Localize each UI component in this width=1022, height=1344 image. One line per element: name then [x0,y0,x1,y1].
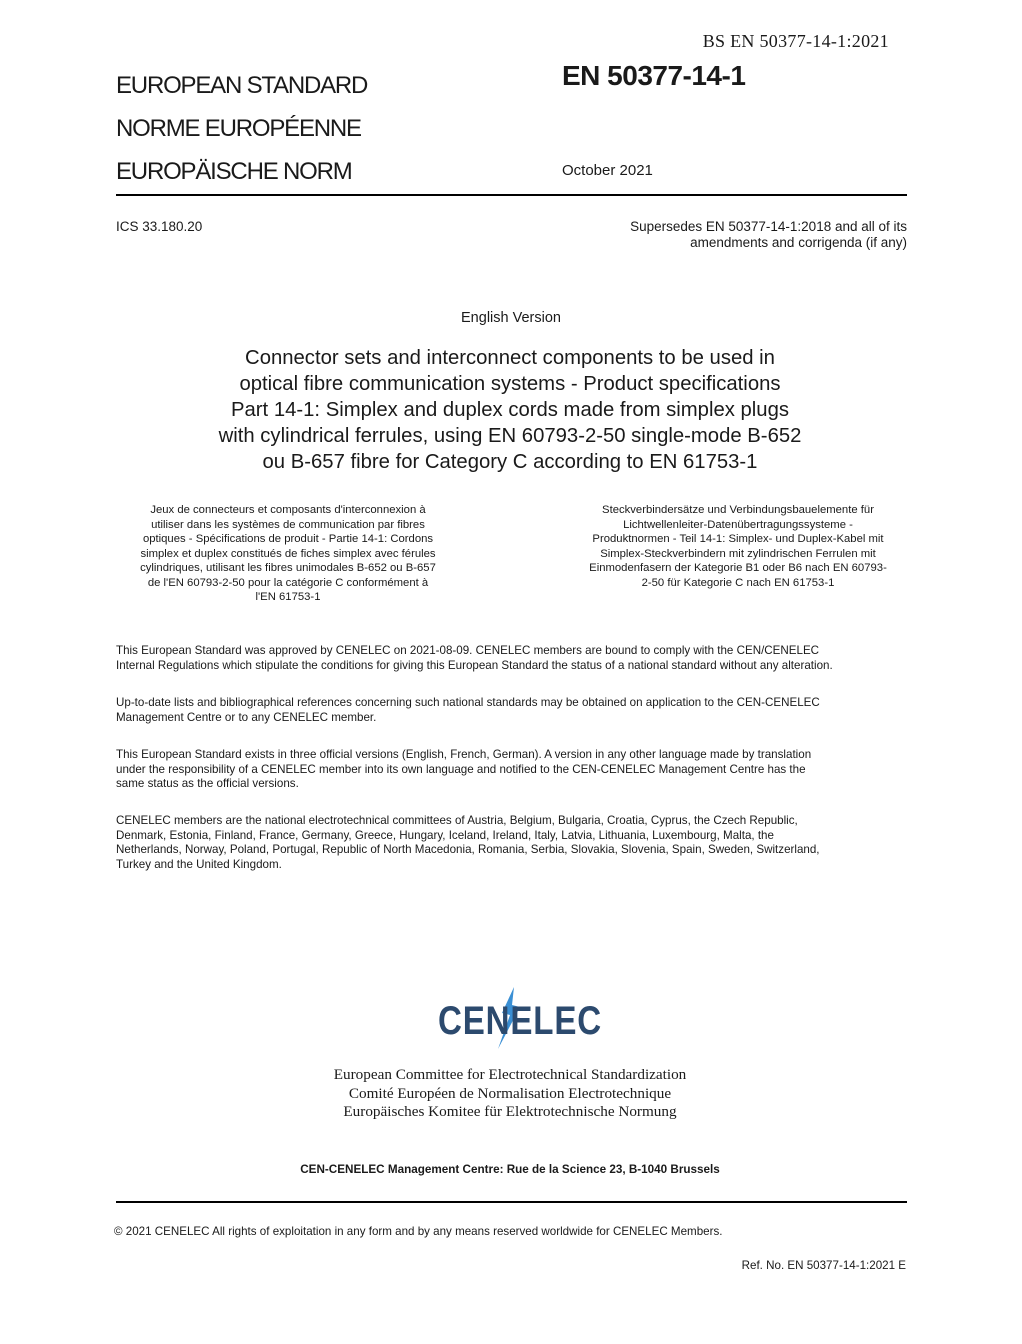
bs-reference: BS EN 50377-14-1:2021 [702,31,889,51]
supersedes-line: Supersedes EN 50377-14-1:2018 and all of its [630,219,907,234]
standard-number: EN 50377-14-1 [562,60,746,91]
title-line: de l'EN 60793-2-50 pour la catégorie C conformément à [147,576,429,589]
paragraph-line: Denmark, Estonia, Finland, France, Germany, Greece, Hungary, Iceland, Ireland, Italy, Latvia, Lithuania, Luxembourg, Malta, the [116,828,774,842]
members-paragraph [116,814,916,872]
title-line: 2-50 für Kategorie C nach EN 61753-1 [641,576,835,589]
cenelec-logo [436,983,606,1053]
title-line: utiliser dans les systèmes de communication par fibres [151,518,425,531]
title-line: Lichtwellenleiter-Datenübertragungssysteme - [623,518,853,531]
organization-names [0,1066,1020,1122]
paragraph-line: same status as the official versions. [116,777,299,791]
title-line: Part 14-1: Simplex and duplex cords made from simplex plugs [231,399,789,421]
title-line: Steckverbindersätze und Verbindungsbauelemente für [602,504,874,516]
title-line: cylindriques, utilisant les fibres unimodales B-652 ou B-657 [140,562,436,574]
logo-wordmark: CENELEC [438,999,602,1043]
paragraph-line: Up-to-date lists and bibliographical references concerning such national standards may be obtained on application to the CEN-CENELEC [116,696,820,709]
org-name-en: European Committee for Electrotechnical Standardization [333,1066,687,1083]
paragraph-line: Internal Regulations which stipulate the conditions for giving this European Standard the status of a national standard without any alteration. [116,658,833,672]
title-english [150,345,870,475]
title-line: l'EN 61753-1 [255,591,321,603]
title-line: simplex et duplex constitués de fiches simplex avec férules [140,547,436,560]
versions-paragraph [116,748,916,792]
org-name-de: Europäisches Komitee für Elektrotechnische Normung [343,1103,677,1120]
version-label: English Version [461,310,561,326]
management-centre-address: CEN-CENELEC Management Centre: Rue de la Science 23, B-1040 Brussels [300,1163,720,1176]
title-german [563,503,913,590]
copyright-notice: © 2021 CENELEC All rights of exploitation in any form and by any means reserved worldwide for CENELEC Members. [114,1225,723,1238]
supersedes-line: amendments and corrigenda (if any) [690,235,907,250]
title-line: optiques - Spécifications de produit - Partie 14-1: Cordons [142,533,434,545]
publication-date: October 2021 [562,162,653,179]
title-line: Produktnormen - Teil 14-1: Simplex- und Duplex-Kabel mit [592,533,884,545]
reference-number: Ref. No. EN 50377-14-1:2021 E [741,1259,906,1272]
org-name-fr: Comité Européen de Normalisation Electrotechnique [348,1084,672,1102]
ics-code: ICS 33.180.20 [116,219,203,234]
supersedes-note [547,219,907,251]
references-paragraph [116,696,916,725]
paragraph-line: under the responsibility of a CENELEC member into its own language and notified to the CEN-CENELEC Management Centre has the [116,762,806,776]
title-line: Connector sets and interconnect components to be used in [245,347,775,369]
paragraph-line: This European Standard exists in three official versions (English, French, German). A version in any other language made by translation [116,748,812,761]
paragraph-line: CENELEC members are the national electrotechnical committees of Austria, Belgium, Bulgaria, Croatia, Cyprus, the Czech Republic, [116,814,798,827]
approval-paragraph [116,644,916,673]
header-divider [116,194,907,196]
paragraph-line: This European Standard was approved by CENELEC on 2021-08-09. CENELEC members are bound to comply with the CEN/CENELEC [116,644,820,657]
title-french [113,503,463,605]
footer-divider [116,1201,907,1203]
paragraph-line: Turkey and the United Kingdom. [116,857,282,871]
title-line: ou B-657 fibre for Category C according to EN 61753-1 [262,451,758,473]
standard-names [116,64,367,193]
title-line: optical fibre communication systems - Product specifications [239,373,781,395]
title-line: Simplex-Steckverbindern mit zylindrischen Ferrulen mit [600,547,876,560]
paragraph-line: Management Centre or to any CENELEC member. [116,710,377,724]
title-line: Jeux de connecteurs et composants d'interconnexion à [150,504,426,516]
title-line: with cylindrical ferrules, using EN 60793-2-50 single-mode B-652 [218,425,802,447]
standard-name-fr: NORME EUROPÉENNE [116,115,361,142]
paragraph-line: Netherlands, Norway, Poland, Portugal, Republic of North Macedonia, Romania, Serbia, Slovakia, Slovenia, Spain, Sweden, Switzerland, [116,843,820,857]
standard-name-de: EUROPÄISCHE NORM [116,158,352,185]
standard-name-en: EUROPEAN STANDARD [116,72,368,99]
title-line: Einmodenfasern der Kategorie B1 oder B6 nach EN 60793- [589,562,887,574]
